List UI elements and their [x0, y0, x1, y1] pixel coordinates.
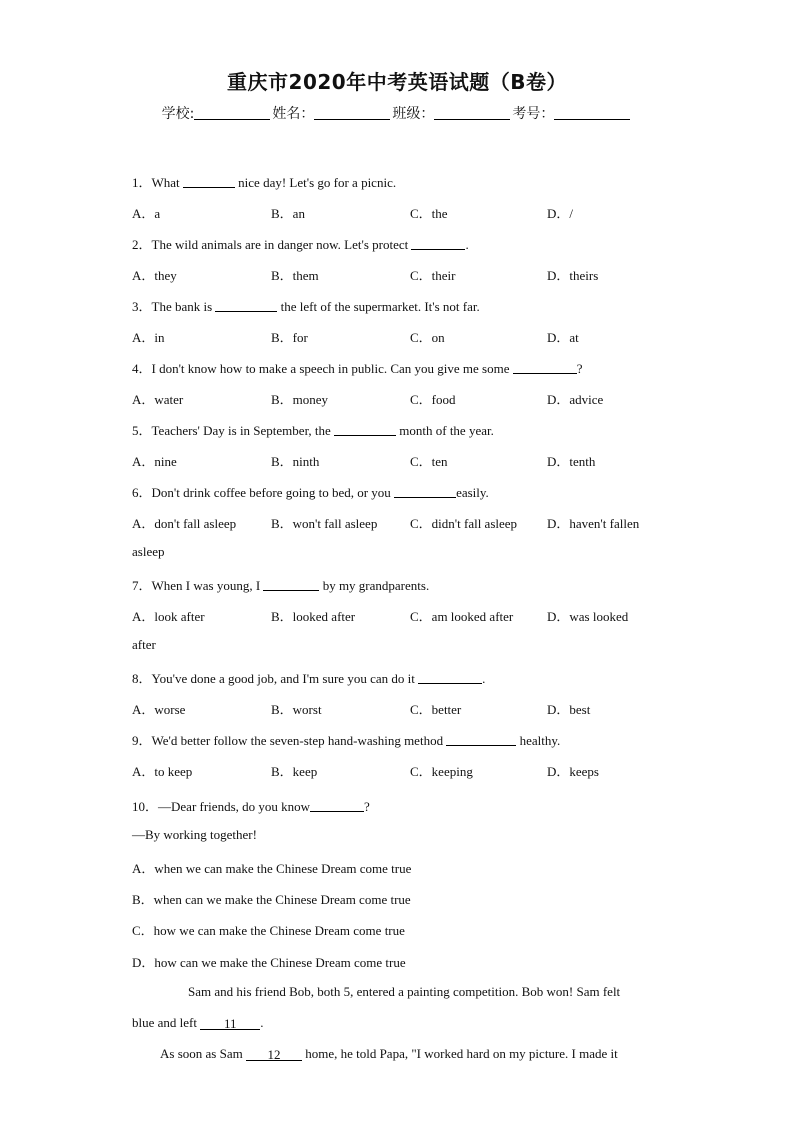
question-text-post: . [482, 671, 486, 686]
class-blank[interactable] [434, 105, 510, 120]
answer-blank[interactable] [411, 236, 465, 250]
question-text-post: healthy. [516, 733, 561, 748]
question-2-option-d[interactable]: D．theirs [547, 268, 599, 283]
question-number: 5． [132, 423, 152, 438]
question-8-option-c[interactable]: C．better [410, 702, 462, 717]
answer-blank[interactable] [394, 484, 456, 498]
answer-blank[interactable] [310, 798, 364, 812]
question-8-option-d[interactable]: D．best [547, 702, 591, 717]
question-3-option-b[interactable]: B．for [271, 330, 308, 345]
question-number: 9． [132, 733, 152, 748]
passage-line-3: As soon as Sam 12 home, he told Papa, "I worked hard on my picture. I made it [160, 1046, 618, 1062]
option-wrap-text: asleep [132, 544, 165, 559]
question-text-pre: —Dear friends, do you know [158, 799, 311, 814]
cloze-blank-11[interactable]: 11 [200, 1016, 260, 1030]
question-5-option-d[interactable]: D．tenth [547, 454, 596, 469]
answer-blank[interactable] [215, 298, 277, 312]
question-7-option-d[interactable]: D．was looked [547, 609, 629, 624]
question-1-option-d[interactable]: D．/ [547, 206, 574, 221]
question-7-option-a[interactable]: A．look after [132, 609, 205, 624]
class-label: 班级： [392, 106, 435, 122]
name-label: 姓名： [272, 106, 315, 122]
question-text-post: nice day! Let's go for a picnic. [234, 175, 397, 190]
student-info-line [0, 103, 794, 123]
question-3-option-d[interactable]: D．at [547, 330, 579, 345]
question-8-option-b[interactable]: B．worst [271, 702, 322, 717]
option-b[interactable]: B．when can we make the Chinese Dream come true [132, 892, 411, 907]
question-number: 10． [132, 799, 159, 814]
question-stem [132, 796, 370, 815]
question-3-stem [132, 296, 480, 315]
question-1-option-c[interactable]: C．the [410, 206, 448, 221]
option-c[interactable]: C．how we can make the Chinese Dream come true [132, 923, 405, 938]
question-number: 7． [132, 578, 152, 593]
question-text-pre: You've done a good job, and I'm sure you can do it [151, 671, 419, 686]
question-2-option-a[interactable]: A．they [132, 268, 177, 283]
question-6-option-a[interactable]: A．don't fall asleep [132, 516, 237, 531]
question-4-option-c[interactable]: C．food [410, 392, 456, 407]
answer-blank[interactable] [513, 360, 577, 374]
question-1-stem [132, 172, 396, 191]
option-a[interactable]: A．when we can make the Chinese Dream come true [132, 861, 412, 876]
question-9-option-d[interactable]: D．keeps [547, 764, 599, 779]
passage-line-2: blue and left 11 . [132, 1015, 264, 1031]
question-number: 4． [132, 361, 152, 376]
number-label: 考号： [512, 106, 555, 122]
question-6-stem [132, 482, 489, 501]
question-6-option-c[interactable]: C．didn't fall asleep [410, 516, 518, 531]
question-text-post: ? [364, 799, 370, 814]
question-9-stem [132, 730, 560, 749]
question-text-post: easily. [456, 485, 489, 500]
question-text-post: by my grandparents. [319, 578, 430, 593]
question-7-option-b[interactable]: B．looked after [271, 609, 356, 624]
question-text-post: month of the year. [396, 423, 494, 438]
question-9-option-a[interactable]: A．to keep [132, 764, 193, 779]
question-4-option-d[interactable]: D．advice [547, 392, 604, 407]
question-2-option-b[interactable]: B．them [271, 268, 319, 283]
question-number: 8． [132, 671, 152, 686]
question-9-option-b[interactable]: B．keep [271, 764, 318, 779]
question-text-post: ? [576, 361, 583, 376]
question-text-pre: Don't drink coffee before going to bed, or you [151, 485, 395, 500]
question-5-option-a[interactable]: A．nine [132, 454, 177, 469]
question-text-post: the left of the supermarket. It's not far. [277, 299, 480, 314]
question-4-option-b[interactable]: B．money [271, 392, 329, 407]
question-text-pre: What [151, 175, 183, 190]
school-blank[interactable] [194, 105, 270, 120]
question-1-option-a[interactable]: A．a [132, 206, 161, 221]
answer-blank[interactable] [446, 732, 516, 746]
passage-line-1: Sam and his friend Bob, both 5, entered a painting competition. Bob won! Sam felt [188, 984, 621, 999]
question-text-pre: We'd better follow the seven-step hand-washing method [151, 733, 447, 748]
question-3-option-c[interactable]: C．on [410, 330, 445, 345]
question-8-stem [132, 668, 485, 687]
question-2-option-c[interactable]: C．their [410, 268, 456, 283]
question-text-pre: The wild animals are in danger now. Let's protect [151, 237, 412, 252]
answer-blank[interactable] [418, 670, 482, 684]
name-blank[interactable] [314, 105, 390, 120]
answer-blank[interactable] [183, 174, 235, 188]
question-5-option-c[interactable]: C．ten [410, 454, 448, 469]
question-text-pre: When I was young, I [151, 578, 264, 593]
question-7-stem [132, 575, 429, 594]
question-1-option-b[interactable]: B．an [271, 206, 305, 221]
question-text-pre: Teachers' Day is in September, the [151, 423, 335, 438]
question-6-option-b[interactable]: B．won't fall asleep [271, 516, 378, 531]
question-5-stem [132, 420, 494, 439]
question-2-stem [132, 234, 469, 253]
question-number: 2． [132, 237, 152, 252]
question-3-option-a[interactable]: A．in [132, 330, 165, 345]
question-4-option-a[interactable]: A．water [132, 392, 184, 407]
school-label: 学校: [161, 106, 195, 122]
question-9-option-c[interactable]: C．keeping [410, 764, 473, 779]
option-wrap-text: after [132, 637, 156, 652]
question-text-pre: The bank is [151, 299, 216, 314]
question-8-option-a[interactable]: A．worse [132, 702, 186, 717]
question-7-option-c[interactable]: C．am looked after [410, 609, 514, 624]
question-6-option-d[interactable]: D．haven't fallen [547, 516, 640, 531]
question-number: 1． [132, 175, 152, 190]
option-d[interactable]: D．how can we make the Chinese Dream come true [132, 955, 406, 970]
cloze-blank-12[interactable]: 12 [246, 1047, 302, 1061]
answer-blank[interactable] [263, 577, 319, 591]
question-text-pre: I don't know how to make a speech in public. Can you give me some [151, 361, 513, 376]
question-4-stem [132, 358, 583, 377]
question-text-post: . [465, 237, 469, 252]
dialogue-answer: —By working together! [132, 827, 257, 842]
question-5-option-b[interactable]: B．ninth [271, 454, 320, 469]
question-number: 6． [132, 485, 152, 500]
answer-blank[interactable] [334, 422, 396, 436]
page-title: 重庆市2020年中考英语试题（B卷） [227, 70, 567, 94]
number-blank[interactable] [554, 105, 630, 120]
question-number: 3． [132, 299, 152, 314]
